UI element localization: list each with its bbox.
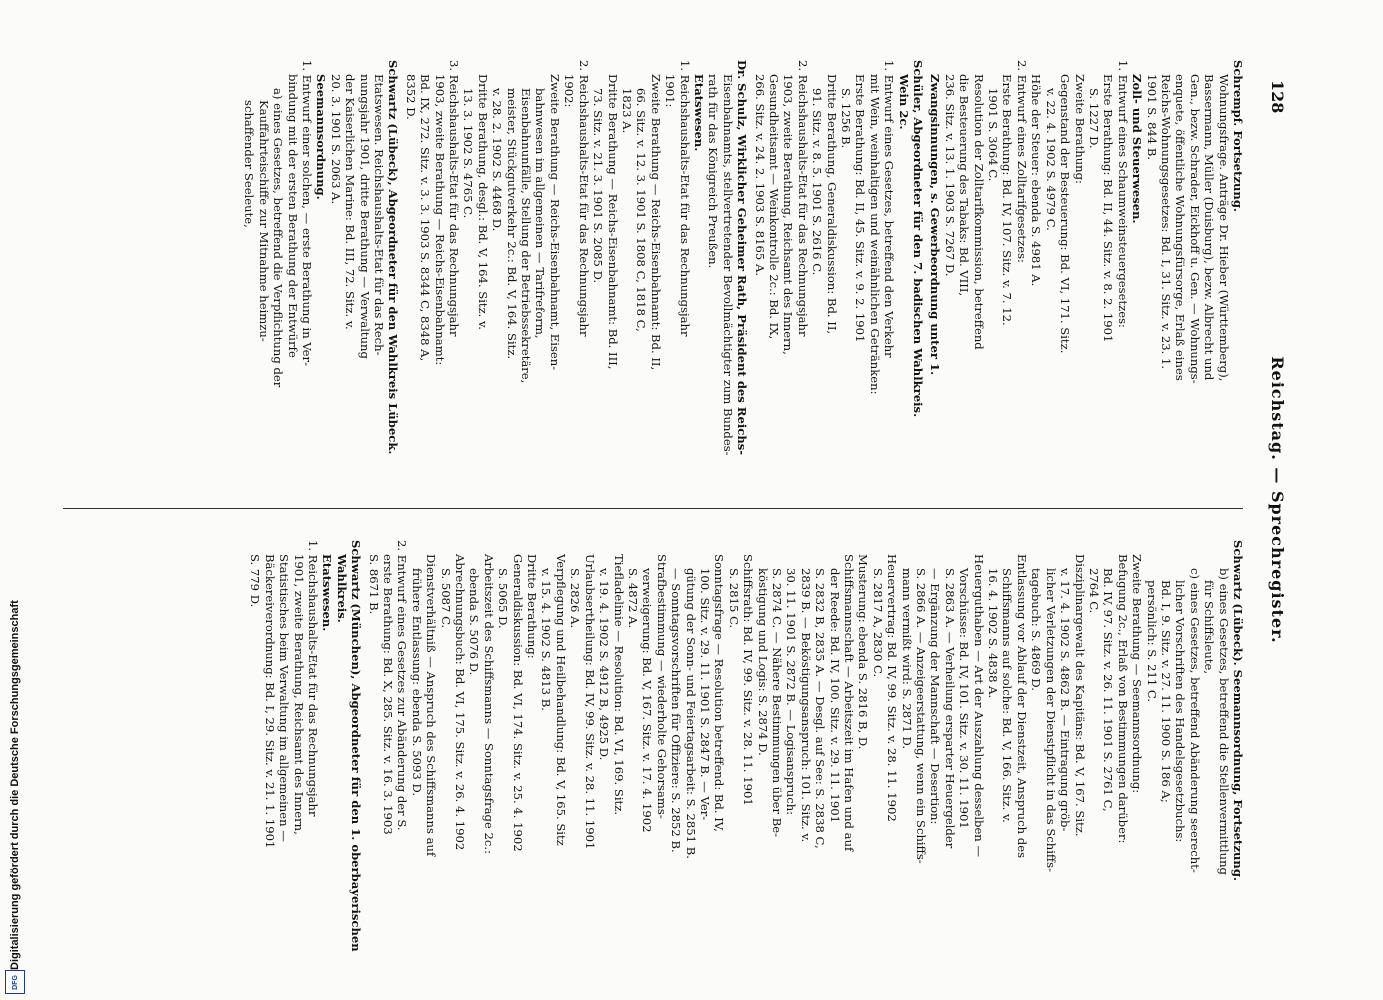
- index-line: Befugung 2c., Erlaß von Bestimmungen darüber:: [1115, 554, 1130, 844]
- index-line: 20. 3. 1901 S. 2063 A.: [328, 74, 343, 205]
- index-line: Sonntagsfrage — Resolution betreffend: Bd. IV,: [712, 554, 727, 832]
- index-line: 2764 C.: [1086, 568, 1101, 614]
- index-line: Entlassung vor Ablauf der Dienstzeit, Anspruch des: [1014, 554, 1029, 859]
- index-line: Musterung: ebenda S. 2816 B, D.: [856, 554, 871, 750]
- index-line: 2839 B. — Beköstigungsanspruch: 101. Sitz. v.: [798, 568, 813, 843]
- running-head: Reichstag. — Sprechregister.: [1268, 356, 1287, 644]
- index-line: Verpflegung und Heilbehandlung: Bd. V, 165. Sitz: [553, 554, 568, 846]
- index-line: 1901, zweite Berathung, Reichsamt des Innern,: [291, 554, 306, 835]
- index-line: persönlich: S. 211 C.: [1144, 580, 1159, 703]
- index-line: verweigerung: Bd. V, 167. Sitz. v. 17. 4. 1902: [640, 568, 655, 833]
- index-line: Wohnungsfrage. Anträge Dr. Hieber (Württemberg),: [1216, 74, 1231, 382]
- index-line: Dritte Berathung — Reichs-Eisenbahnamt: Bd. III,: [605, 74, 620, 370]
- index-line: 2. Reichshaushalts-Etat für das Rechnungsjahr: [795, 60, 810, 337]
- index-line: tagebuch: S. 4869 D.: [1029, 568, 1044, 691]
- index-line: Heuervertrag: Bd. IV, 99. Sitz. v. 28. 11. 1902: [885, 554, 900, 822]
- index-line: 91. Sitz. v. 8. 5. 1901 S. 2616 C.: [810, 88, 825, 276]
- index-line: Bd. I, 9. Sitz. v. 27. 11. 1900 S. 186 A;: [1158, 580, 1173, 803]
- index-line: Schiffsrath: Bd. IV, 99. Sitz. v. 28. 11. 1901: [741, 554, 756, 806]
- index-line: Dritte Berathung, Generaldiskussion: Bd. II,: [824, 74, 839, 335]
- index-line: Erste Berathung: Bd. IV, 107. Sitz. v. 7. 12.: [1000, 74, 1015, 326]
- index-line: bindung mit der ersten Berathung der Entwürfe: [285, 74, 300, 358]
- index-line: Schüler, Abgeordneter für den 7. badischen Wahlkreis.: [911, 60, 926, 418]
- rotated-page-content: [3, 0, 1303, 1000]
- index-line: 1823 A.: [619, 88, 634, 134]
- index-line: 8352 D.: [403, 74, 418, 120]
- index-line: mit Wein, weinhaltigen und weinähnlichen Getränken:: [867, 74, 882, 395]
- footer-credit: Digitalisierung gefördert durch die Deutsche Forschungsgemeinschaft: [9, 600, 21, 970]
- index-line: köstigung und Logis: S. 2874 D.: [755, 568, 770, 756]
- index-line: 13. 3. 1902 S. 4765 C.: [461, 88, 476, 219]
- index-line: Zweite Berathung — Reichs-Eisenbahnamt: Bd. II,: [648, 74, 663, 371]
- index-line: Schiffsmannschaft — Arbeitszeit im Hafen und auf: [842, 554, 857, 852]
- index-line: mann vermißt wird: S. 2871 D.: [899, 568, 914, 750]
- index-line: Etatswesen.: [691, 74, 706, 152]
- index-line: Schwartz (Lübeck). Seemannsordnung, Fortsetzung.: [1231, 540, 1245, 881]
- index-line: Urlaubsertheilung: Bd. IV, 99. Sitz. v. 28. 11. 1901: [582, 554, 597, 850]
- dfg-logo: [5, 970, 25, 994]
- index-line: S. 2815 C.: [726, 568, 741, 629]
- page-header: [1257, 40, 1297, 960]
- index-line: Strafbestimmung — wiederholte Gehorsams-: [654, 554, 669, 819]
- index-line: S. 5065 D.: [496, 568, 511, 629]
- index-line: frühere Entlassung: ebenda S. 5093 D.: [409, 568, 424, 797]
- index-line: S. 779 D.: [248, 554, 263, 608]
- index-line: Gegenstand der Besteuerung: Bd. VI, 171. Sitz.: [1058, 74, 1073, 354]
- index-line: S. 4872 A.: [625, 568, 640, 629]
- index-line: Generaldiskussion: Bd. VI, 174. Sitz. v. 25. 4. 1902: [510, 554, 525, 852]
- index-line: 3. Reichshaushalts-Etat für das Rechnungsjahr: [447, 60, 462, 337]
- index-line: der Reede: Bd. IV, 100. Sitz. v. 29. 11. 1901: [827, 568, 842, 824]
- index-line: Resolution der Zolltarifkommission, betreffend: [971, 74, 986, 350]
- index-line: Wahlkreis.: [334, 554, 349, 623]
- index-line: 66. Sitz. v. 12. 3. 1901 S. 1808 C, 1818 C,: [634, 88, 649, 332]
- index-line: Erste Berathung: Bd. II, 44. Sitz. v. 8. 2. 1901: [1101, 74, 1116, 343]
- index-line: Erste Berathung: Bd. II, 45. Sitz. v. 9. 2. 1901: [853, 74, 868, 343]
- index-line: Schiffsmanns auf solche: Bd. V, 166. Sitz. v.: [1000, 568, 1015, 823]
- index-line: — Sonntagsvorschriften für Offiziere: S. 2852 B.: [669, 568, 684, 853]
- index-line: a) eines Gesetzes, betreffend die Verpflichtung der: [271, 88, 286, 388]
- index-line: 1. Entwurf eines Gesetzes, betreffend den Verkehr: [882, 60, 897, 358]
- left-column: [15, 60, 1245, 490]
- index-line: Heuerguthaben — Art der Auszahlung desselben —: [971, 554, 986, 858]
- index-line: Gen., bezw. Schrader, Eickhoff u. Gen. — Wohnungs-: [1187, 74, 1202, 384]
- index-line: 2. Entwurf eines Gesetzes zur Abänderung der S.: [395, 540, 410, 831]
- index-line: Etatswesen. Reichshaushalts-Etat für das Rech-: [372, 74, 387, 356]
- index-line: Bd. IV, 97. Sitz. v. 26. 11. 1901 S. 2761 C,: [1101, 568, 1116, 812]
- index-line: Abrechnungsbuch: Bd. VI, 175. Sitz. v. 26. 4. 1902: [453, 554, 468, 851]
- index-line: enquete, öffentliche Wohnungsfürsorge, Erlaß eines: [1173, 74, 1188, 381]
- index-line: Reichs-Wohnungsgesetzes: Bd. I, 31. Sitz. v. 23. 1.: [1158, 74, 1173, 370]
- index-line: 1903, zweite Berathung — Reichs-Eisenbahnamt:: [432, 74, 447, 366]
- index-line: S. 1256 B.: [839, 88, 854, 149]
- index-line: S. 1227 D.: [1086, 88, 1101, 149]
- index-line: Kauffahrteischiffe zur Mitnahme heimzu-: [256, 100, 271, 342]
- index-line: Disziplinargewalt des Kapitäns: Bd. V, 167. Sitz.: [1072, 554, 1087, 837]
- index-line: 1. Reichshaushalts-Etat für das Rechnungsjahr: [306, 540, 320, 817]
- index-line: bahnwesen im allgemeinen — Tarifreform,: [533, 88, 548, 339]
- index-line: Eisenbahnamts, stellvertretender Bevollmächtigter zum Bundes-: [720, 74, 735, 456]
- index-line: v. 19. 4. 1902 S. 4912 B, 4925 D.: [597, 568, 612, 761]
- footer: [0, 0, 30, 1000]
- index-line: 1. Reichshaushalts-Etat für das Rechnungsjahr: [677, 60, 692, 337]
- index-line: 1. Entwurf eines Schaumweinsteuergesetzes:: [1115, 60, 1130, 328]
- index-line: Statistisches beim Verwaltung im allgemeinen —: [277, 554, 292, 842]
- index-line: Zweite Berathung:: [1072, 74, 1087, 184]
- index-line: v. 28. 2. 1902 S. 4468 D.: [490, 88, 505, 232]
- index-line: 1901:: [663, 74, 678, 108]
- index-line: S. 2874 C. — Nähere Bestimmungen über Be-: [770, 568, 784, 837]
- index-line: rath für das Königreich Preußen.: [706, 74, 721, 269]
- index-line: Dr. Schulz, Wirklicher Geheimer Rath, Präsident des Reichs-: [735, 60, 750, 456]
- index-line: Bd. IX, 272. Sitz. v. 3. 3. 1903 S. 8344 C, 8348 A,: [418, 74, 433, 362]
- index-line: Zweite Berathung — Reichs-Eisenbahnamt, Eisen-: [547, 74, 562, 371]
- index-line: Etatswesen.: [320, 554, 335, 632]
- index-line: Schwartz (Lübeck), Abgeordneter für den Wahlkreis Lübeck.: [386, 60, 401, 455]
- index-line: Vorschüsse: Bd. IV, 101. Sitz. v. 30. 11. 1901: [957, 568, 972, 829]
- index-line: S. 8671 B.: [366, 554, 381, 615]
- index-line: b) eines Gesetzes, betreffend die Stellenvermittlung: [1216, 568, 1231, 875]
- index-line: schaffender Seeleute,: [242, 100, 257, 228]
- index-line: der Kaiserlichen Marine: Bd. III, 72. Sitz. v.: [343, 74, 358, 330]
- index-line: Dritte Berathung, desgl.: Bd. V, 164. Sitz. v.: [475, 74, 490, 330]
- index-line: 266. Sitz. v. 24. 2. 1903 S. 8165 A.: [752, 74, 767, 277]
- index-line: c) eines Gesetzes, betreffend Abänderung seerecht-: [1187, 568, 1202, 873]
- index-line: 1901 S. 3064 C.: [986, 88, 1001, 182]
- index-line: v. 15. 4. 1902 S. 4813 B.: [539, 568, 554, 711]
- index-line: 236. Sitz. v. 13. 1. 1903 S. 7267 D.: [942, 74, 957, 277]
- index-line: S. 2866 A. — Anzeigeerstattung, wenn ein Schiffs-: [914, 568, 929, 864]
- index-line: S. 5087 C.: [438, 568, 453, 629]
- page-number: 128: [1268, 80, 1287, 114]
- index-line: Gesundheitsamt — Weinkontrolle 2c.: Bd. IX,: [767, 74, 781, 340]
- index-line: Bäckereiverordnung: Bd. I, 29. Sitz. v. 21. 1. 1901: [262, 554, 277, 849]
- index-line: Eisenbahnunfälle, Stellung der Betriebssekretäre,: [519, 88, 534, 384]
- index-line: Schrempf. Fortsetzung.: [1231, 60, 1245, 213]
- index-line: Tiefladelinie — Resolution: Bd. VI, 169. Sitz.: [611, 554, 626, 815]
- index-line: 73. Sitz. v. 21. 3. 1901 S. 2085 D.: [591, 88, 606, 284]
- index-line: 1901 S. 844 B.: [1144, 74, 1159, 161]
- index-line: licher Vorschriften des Handelsgesetzbuchs:: [1173, 580, 1188, 843]
- index-line: meister, Stückgutverkehr 2c.: Bd. V, 164. Sitz.: [504, 88, 519, 360]
- index-line: gütung der Sonn- und Feiertagsarbeit: S. 2851 B.: [683, 568, 698, 859]
- index-line: Seemannsordnung.: [314, 74, 329, 200]
- index-line: 16. 4. 1902 S. 4838 A.: [986, 568, 1001, 699]
- index-line: Zweite Berathung — Seemannsordnung:: [1130, 554, 1145, 794]
- index-line: Zoll- und Steuerwesen.: [1130, 74, 1145, 224]
- index-line: nungsjahr 1901, dritte Berathung — Verwaltung: [357, 74, 372, 359]
- index-line: 2. Entwurf eines Zolltarifgesetzes:: [1014, 60, 1029, 263]
- index-line: Dienstverhältniß — Anspruch des Schiffsmanns auf: [424, 554, 439, 857]
- index-line: ebenda S. 5076 D.: [467, 568, 482, 676]
- index-line: S. 2817 A, 2830 C.: [870, 568, 885, 678]
- index-line: S. 2826 A.: [568, 568, 583, 629]
- index-line: 2. Reichshaushalts-Etat für das Rechnungsjahr: [576, 60, 591, 337]
- index-line: Arbeitszeit des Schiffsmanns — Sonntagsfrage 2c.:: [481, 554, 496, 854]
- index-line: 100. Sitz. v. 29. 11. 1901 S. 2847 B. — Ver-: [697, 568, 712, 821]
- column-divider: [63, 508, 1243, 509]
- index-line: Höhe der Steuer: ebenda S. 4981 A.: [1029, 74, 1044, 287]
- index-line: S. 2832 B, 2835 A. — Desgl. auf See: S. 2838 C,: [813, 568, 828, 849]
- index-line: die Besteuerung des Tabaks: Bd. VIII,: [957, 74, 972, 297]
- index-line: licher Verletzungen der Dienstpflicht in das Schiffs-: [1043, 568, 1058, 873]
- dfg-logo-text: DFG: [11, 974, 19, 990]
- index-line: 30. 11. 1901 S. 2872 B. — Logisanspruch:: [784, 568, 799, 816]
- index-line: für Schiffsleute,: [1202, 580, 1217, 675]
- right-column: [15, 540, 1245, 970]
- index-line: 1. Entwurf einer solchen, — erste Berathung in Ver-: [300, 60, 314, 366]
- index-line: Wein 2c.: [896, 74, 911, 130]
- index-line: erste Berathung: Bd. X, 285. Sitz. v. 16. 3. 1903: [381, 554, 396, 835]
- index-line: Zwangsinnungen, s. Gewerbeordnung unter 1.: [928, 74, 943, 376]
- index-line: v. 17. 4. 1902 S. 4862 B. — Eintragung gröb-: [1058, 568, 1073, 832]
- index-line: 1902:: [562, 74, 577, 108]
- index-line: Bassermann, Müller (Duisburg), bezw. Albrecht und: [1202, 74, 1217, 381]
- index-line: — Ergänzung der Mannschaft — Desertion:: [928, 568, 943, 825]
- index-line: S. 2863 A. — Verheilung ersparter Heuergelder: [942, 568, 957, 849]
- index-line: v. 22. 4. 1902 S. 4979 C.: [1043, 88, 1058, 231]
- index-line: Schwartz (München), Abgeordneter für den 1. oberbayerischen: [349, 540, 364, 952]
- index-line: 1903, zweite Berathung, Reichsamt des Innern,: [781, 74, 796, 355]
- index-line: Dritte Berathung:: [525, 554, 540, 659]
